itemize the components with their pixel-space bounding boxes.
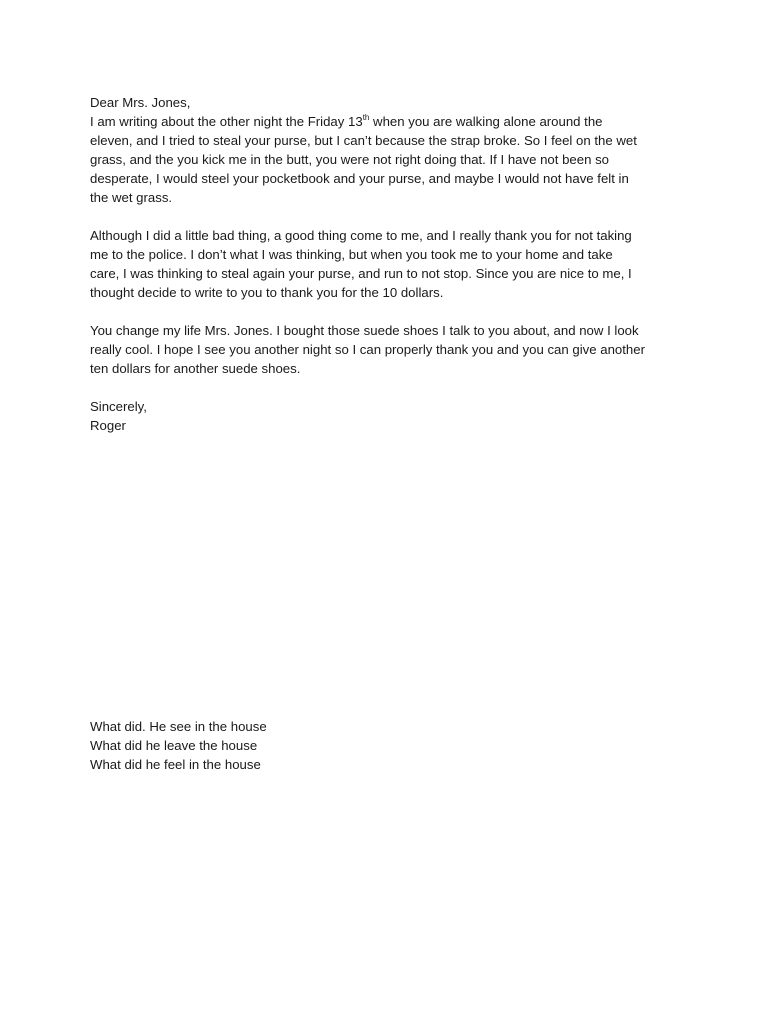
paragraph-2-line-1: Although I did a little bad thing, a good thing come to me, and I really thank you for not taking [90, 228, 632, 243]
ordinal-superscript: th [362, 112, 370, 122]
paragraph-2-line-4: thought decide to write to you to thank you for the 10 dollars. [90, 285, 444, 300]
signature: Roger [90, 418, 126, 433]
question-list [90, 717, 690, 774]
question-item: What did he leave the house [90, 738, 258, 753]
closing [90, 397, 690, 435]
paragraph-1-line-1 [90, 112, 690, 131]
paragraph-3-line-3: ten dollars for another suede shoes. [90, 361, 301, 376]
paragraph-3-line-2: really cool. I hope I see you another night so I can properly thank you and you can give another [90, 342, 645, 357]
paragraph-1-line-4: desperate, I would steel your pocketbook and your purse, and maybe I would not have felt in [90, 171, 629, 186]
paragraph-1-line-3: grass, and the you kick me in the butt, you were not right doing that. If I have not been so [90, 152, 610, 167]
paragraph-1-line-1-rest: when you are walking alone around the [369, 114, 603, 129]
closing-text: Sincerely, [90, 399, 147, 414]
salutation-text: Dear Mrs. Jones, [90, 95, 191, 110]
paragraph-3 [90, 321, 690, 378]
salutation [90, 93, 690, 112]
paragraph-1-line-1-text: I am writing about the other night the Friday 13 [90, 114, 363, 129]
paragraph-2-line-2: me to the police. I don’t what I was thinking, but when you took me to your home and take [90, 247, 613, 262]
question-item: What did. He see in the house [90, 719, 267, 734]
paragraph-1 [90, 112, 690, 207]
paragraph-3-line-1: You change my life Mrs. Jones. I bought those suede shoes I talk to you about, and now I look [90, 323, 639, 338]
paragraph-2-line-3: care, I was thinking to steal again your purse, and run to not stop. Since you are nice to me, I [90, 266, 632, 281]
paragraph-1-line-5: the wet grass. [90, 190, 173, 205]
paragraph-2 [90, 226, 690, 302]
paragraph-1-line-2: eleven, and I tried to steal your purse, but I can’t because the strap broke. So I feel on the wet [90, 133, 637, 148]
question-item: What did he feel in the house [90, 757, 261, 772]
